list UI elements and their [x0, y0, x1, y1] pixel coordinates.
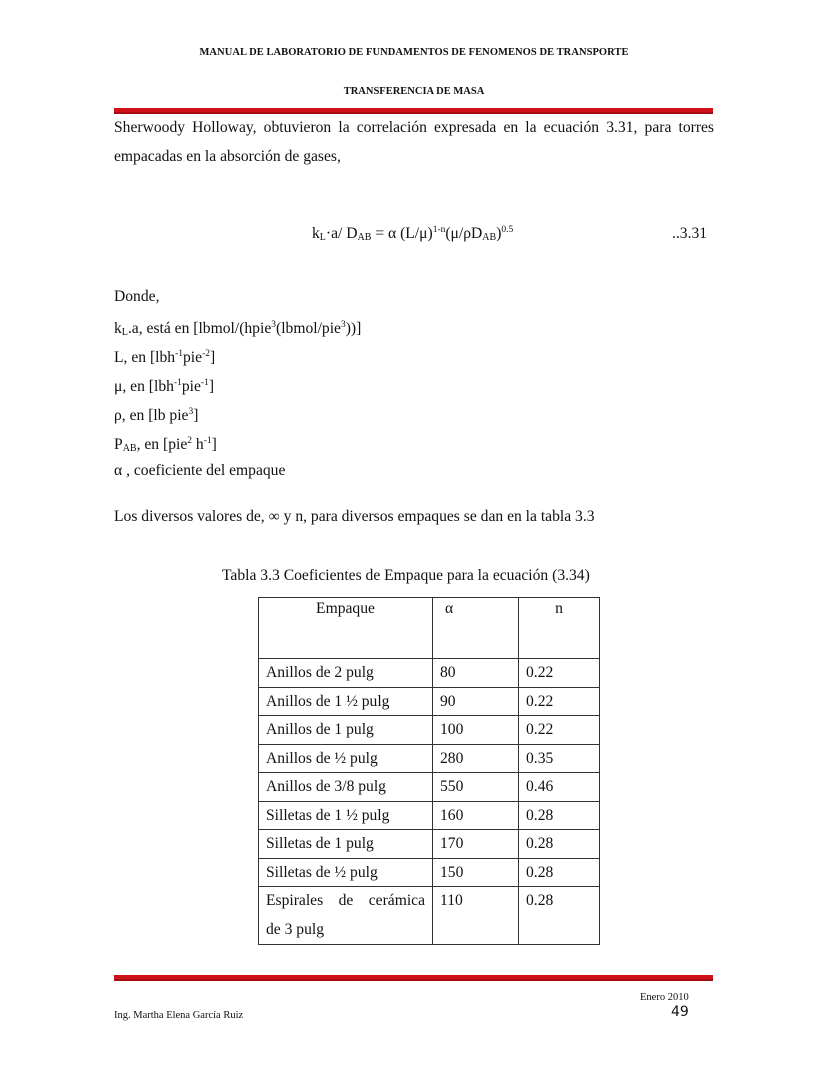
table-row [259, 744, 600, 773]
definition-kla [114, 311, 361, 340]
packing-coefficients-table [258, 597, 600, 945]
column-header-n: n [519, 598, 600, 659]
cell-n: 0.35 [519, 744, 600, 773]
page-number: 49 [671, 1004, 689, 1020]
cell-alpha: 150 [433, 858, 519, 887]
cell-alpha: 100 [433, 716, 519, 745]
intro-paragraph: Sherwoody Holloway, obtuvieron la correlación expresada en la ecuación 3.31, para torres empacadas en la absorción de gases, [114, 119, 714, 165]
table-row [259, 716, 600, 745]
cell-empaque: Silletas de 1 pulg [259, 830, 433, 859]
table-caption: Tabla 3.3 Coeficientes de Empaque para la ecuación (3.34) [222, 567, 590, 584]
footer-date: Enero 2010 [640, 992, 689, 1003]
def-text: ] [211, 436, 217, 453]
cell-n: 0.28 [519, 887, 600, 945]
def-sup: 3 [271, 320, 276, 330]
cell-alpha: 170 [433, 830, 519, 859]
eq-exp2: 0.5 [501, 225, 514, 235]
def-text: pie [183, 349, 203, 366]
table-row [259, 801, 600, 830]
cell-empaque [259, 887, 433, 945]
cell-alpha: 80 [433, 659, 519, 688]
def-text: , en [lbh [122, 378, 174, 395]
def-text: ))] [345, 320, 362, 337]
def-text: , coeficiente del empaque [122, 462, 286, 479]
table-intro-paragraph: Los diversos valores de, ∞ y n, para diversos empaques se dan en la tabla 3.3 [114, 508, 595, 525]
def-symbol-sub: AB [122, 443, 137, 454]
cell-empaque: Silletas de ½ pulg [259, 858, 433, 887]
definition-alpha [114, 456, 361, 485]
equation-number: ..3.31 [672, 225, 708, 242]
table-row [259, 830, 600, 859]
cell-alpha: 160 [433, 801, 519, 830]
def-sup: -1 [203, 436, 212, 446]
equation-3-31 [312, 225, 513, 243]
eq-k-sub: L [319, 232, 326, 243]
cell-n: 0.22 [519, 659, 600, 688]
column-header-alpha: α [433, 598, 519, 659]
def-sup: -1 [173, 378, 182, 388]
cell-empaque: Silletas de 1 ½ pulg [259, 801, 433, 830]
table-header-row [259, 598, 600, 659]
cell-empaque: Anillos de 2 pulg [259, 659, 433, 688]
eq-exp1: 1-n [432, 225, 446, 235]
footer-author: Ing. Martha Elena García Ruiz [114, 1010, 244, 1021]
definition-mu [114, 369, 361, 398]
def-sup: 2 [187, 436, 193, 446]
def-symbol-sub: L [121, 327, 128, 338]
cell-n: 0.46 [519, 773, 600, 802]
def-text: ] [208, 378, 215, 395]
def-symbol: ρ [114, 407, 122, 424]
def-symbol: k [114, 320, 122, 337]
cell-n: 0.22 [519, 716, 600, 745]
cell-n: 0.28 [519, 858, 600, 887]
running-header-subtitle: TRANSFERENCIA DE MASA [343, 86, 485, 97]
def-sup: -1 [175, 349, 183, 359]
cell-empaque-line2: de 3 pulg [266, 920, 325, 938]
def-symbol: μ [114, 378, 123, 395]
cell-alpha: 280 [433, 744, 519, 773]
def-symbol: α [114, 462, 123, 479]
def-text: , en [lb pie [121, 407, 189, 424]
def-text: (lbmol/pie [276, 320, 341, 337]
column-header-empaque: Empaque [259, 598, 433, 659]
cell-empaque: Anillos de 3/8 pulg [259, 773, 433, 802]
cell-alpha: 550 [433, 773, 519, 802]
cell-n: 0.22 [519, 687, 600, 716]
definition-pab [114, 427, 361, 456]
def-text: , en [pie [136, 436, 188, 453]
def-symbol: L [114, 349, 124, 366]
footer-divider [114, 975, 713, 981]
def-symbol: P [114, 436, 123, 453]
cell-alpha: 90 [433, 687, 519, 716]
cell-n: 0.28 [519, 801, 600, 830]
eq-rhs-mid: (μ/ρD [445, 225, 483, 242]
eq-d-sub: AB [357, 232, 372, 243]
table-row [259, 687, 600, 716]
definition-L [114, 340, 361, 369]
def-text: , en [lbh [123, 349, 176, 366]
definitions-list [114, 282, 361, 485]
def-text: ] [209, 349, 216, 366]
def-sup: 3 [188, 407, 194, 417]
eq-lhs-mid: ·a/ D [325, 225, 358, 242]
eq-rhs-start: = α (L/μ) [371, 225, 433, 242]
table-row [259, 887, 600, 945]
definitions-intro: Donde, [114, 288, 160, 305]
cell-n: 0.28 [519, 830, 600, 859]
def-sup: 3 [340, 320, 346, 330]
def-text: pie [181, 378, 201, 395]
definition-rho [114, 398, 361, 427]
def-text: .a, está en [lbmol/(hpie [127, 320, 272, 337]
cell-alpha: 110 [433, 887, 519, 945]
table-row [259, 858, 600, 887]
def-text: ] [193, 407, 199, 424]
def-sup: -2 [202, 349, 210, 359]
def-sup: -1 [200, 378, 209, 388]
eq-k: k [312, 225, 320, 242]
table-row [259, 659, 600, 688]
cell-empaque: Anillos de 1 ½ pulg [259, 687, 433, 716]
eq-close: ) [496, 225, 502, 242]
table-row [259, 773, 600, 802]
running-header-title: MANUAL DE LABORATORIO DE FUNDAMENTOS DE FENOMENOS DE TRANSPORTE [199, 47, 629, 58]
cell-empaque-line1: Espirales de cerámica [266, 892, 425, 909]
cell-empaque: Anillos de ½ pulg [259, 744, 433, 773]
def-text: h [192, 436, 204, 453]
cell-empaque: Anillos de 1 pulg [259, 716, 433, 745]
eq-mid-sub: AB [482, 232, 497, 243]
